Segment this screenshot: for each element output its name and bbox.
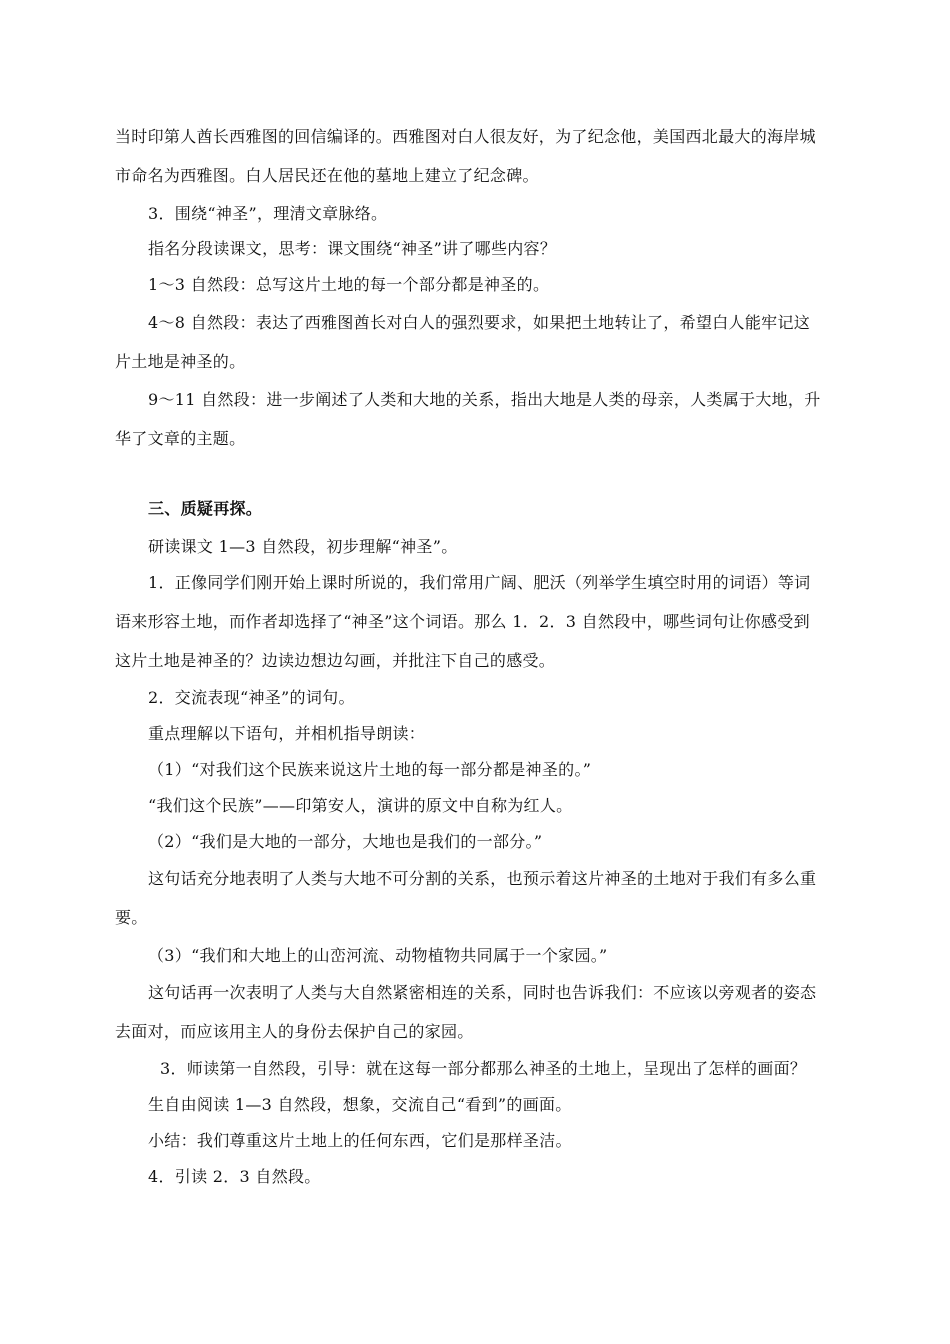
paragraph-line: 这句话充分地表明了人类与大地不可分割的关系，也预示着这片神圣的土地对于我们有多么重 <box>148 869 817 888</box>
paragraph-line: 小结：我们尊重这片土地上的任何东西，它们是那样圣洁。 <box>148 1131 572 1150</box>
paragraph-line: 指名分段读课文，思考：课文围绕“神圣”讲了哪些内容？ <box>148 239 557 258</box>
paragraph-line: 要。 <box>115 908 148 927</box>
quote-line: （3）“我们和大地上的山峦河流、动物植物共同属于一个家园。” <box>148 946 608 965</box>
quote-line: （2）“我们是大地的一部分，大地也是我们的一部分。” <box>148 832 543 851</box>
paragraph-line: 4．引读 2．3 自然段。 <box>148 1167 321 1186</box>
paragraph-line: 2．交流表现“神圣”的词句。 <box>148 688 355 707</box>
paragraph-line: 语来形容土地，而作者却选择了“神圣”这个词语。那么 1．2．3 自然段中，哪些词句让你感受到 <box>115 612 810 631</box>
paragraph-line: 生自由阅读 1—3 自然段，想象，交流自己“看到”的画面。 <box>148 1095 572 1114</box>
section-heading: 三、质疑再探。 <box>148 499 263 518</box>
paragraph-line: 这片土地是神圣的？边读边想边勾画，并批注下自己的感受。 <box>115 651 556 670</box>
paragraph-line: 重点理解以下语句，并相机指导朗读： <box>148 724 426 743</box>
paragraph-line: 4～8 自然段：表达了西雅图酋长对白人的强烈要求，如果把土地转让了，希望白人能牢记这 <box>148 313 811 332</box>
paragraph-line: “我们这个民族”——印第安人，演讲的原文中自称为红人。 <box>148 796 573 815</box>
paragraph-line: 这句话再一次表明了人类与大自然紧密相连的关系，同时也告诉我们：不应该以旁观者的姿态 <box>148 983 817 1002</box>
paragraph-line: 3．师读第一自然段，引导：就在这每一部分都那么神圣的土地上，呈现出了怎样的画面？ <box>160 1059 807 1078</box>
paragraph-line: 1．正像同学们刚开始上课时所说的，我们常用广阔、肥沃（列举学生填空时用的词语）等词 <box>148 573 811 592</box>
quote-line: （1）“对我们这个民族来说这片土地的每一部分都是神圣的。” <box>148 760 592 779</box>
paragraph-line: 片土地是神圣的。 <box>115 352 246 371</box>
paragraph-line: 1～3 自然段：总写这片土地的每一个部分都是神圣的。 <box>148 275 550 294</box>
paragraph-line: 市命名为西雅图。白人居民还在他的墓地上建立了纪念碑。 <box>115 166 539 185</box>
section-step-line: 3．围绕“神圣”，理清文章脉络。 <box>148 204 388 223</box>
paragraph-line: 研读课文 1—3 自然段，初步理解“神圣”。 <box>148 537 458 556</box>
paragraph-line: 华了文章的主题。 <box>115 429 246 448</box>
paragraph-line: 9～11 自然段：进一步阐述了人类和大地的关系，指出大地是人类的母亲，人类属于大地，升 <box>148 390 821 409</box>
paragraph-line: 当时印第人酋长西雅图的回信编译的。西雅图对白人很友好，为了纪念他，美国西北最大的海岸城 <box>115 127 816 146</box>
paragraph-line: 去面对，而应该用主人的身份去保护自己的家园。 <box>115 1022 474 1041</box>
